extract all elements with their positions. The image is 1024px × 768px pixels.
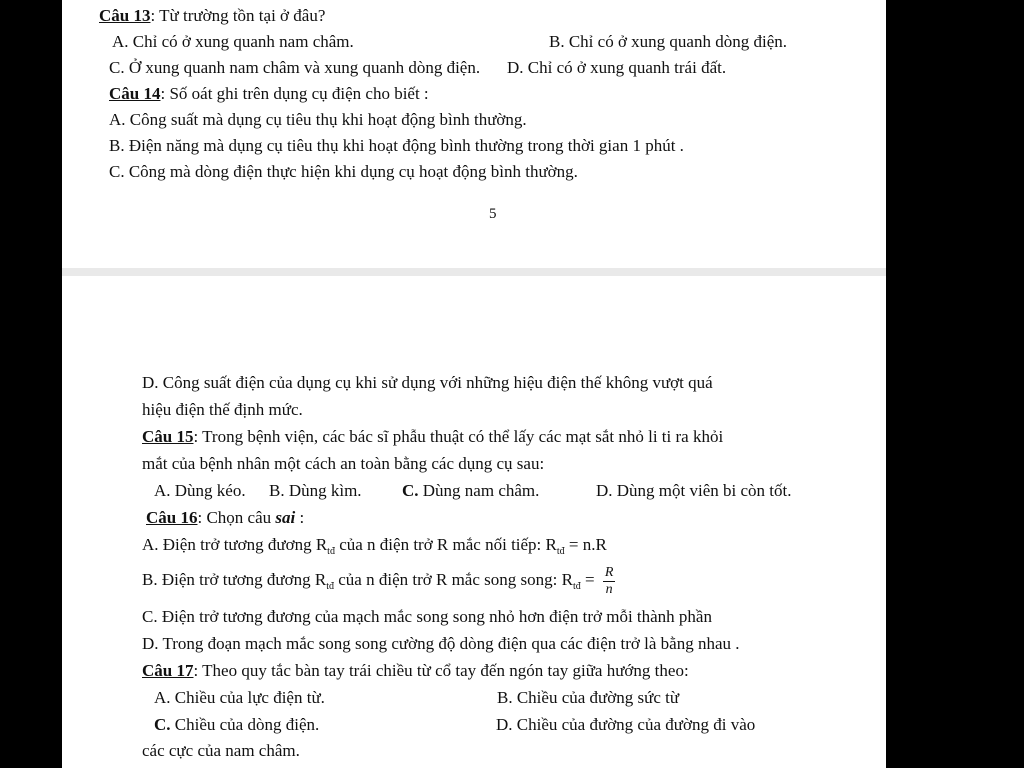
question-17 bbox=[142, 661, 689, 681]
q17-option-c-letter: C. bbox=[154, 715, 171, 734]
question-16-emphasis: sai bbox=[275, 508, 296, 527]
q17-option-b: B. Chiều của đường sức từ bbox=[497, 688, 680, 707]
q17-option-d-cont: các cực của nam châm. bbox=[142, 741, 300, 760]
q15-option-b: B. Dùng kìm. bbox=[269, 481, 362, 500]
question-17-text: : Theo quy tắc bàn tay trái chiều từ cổ tay đến ngón tay giữa hướng theo: bbox=[193, 661, 689, 680]
q16-option-b bbox=[142, 560, 615, 600]
q16-b-pre: B. Điện trở tương đương R bbox=[142, 570, 327, 589]
q13-option-a: A. Chỉ có ở xung quanh nam châm. bbox=[112, 32, 354, 51]
q17-option-d: D. Chiều của đường của đường đi vào bbox=[496, 715, 756, 734]
q15-option-c-text: Dùng nam châm. bbox=[418, 481, 540, 500]
q16-option-a bbox=[142, 535, 607, 562]
q16-a-pre: A. Điện trở tương đương R bbox=[142, 535, 328, 554]
q16-a-end: = n.R bbox=[564, 535, 607, 554]
q15-option-c-letter: C. bbox=[402, 481, 419, 500]
question-15-line1 bbox=[142, 427, 723, 447]
question-14-label: Câu 14 bbox=[109, 84, 161, 103]
q15-option-c bbox=[402, 481, 539, 501]
q16-b-mid: của n điện trở R mắc song song: R bbox=[334, 570, 573, 589]
question-16-label: Câu 16 bbox=[146, 508, 198, 527]
q14-option-d-line1: D. Công suất điện của dụng cụ khi sử dụng với những hiệu điện thế không vượt quá bbox=[142, 373, 713, 392]
question-16-text: : Chọn câu bbox=[197, 508, 276, 527]
question-16 bbox=[146, 508, 304, 528]
q16-b-sub: tđ bbox=[326, 581, 335, 592]
q16-b-sub2: tđ bbox=[572, 581, 581, 592]
q14-option-d-line2: hiệu điện thế định mức. bbox=[142, 400, 303, 419]
question-13-label: Câu 13 bbox=[99, 6, 151, 25]
q15-option-a: A. Dùng kéo. bbox=[154, 481, 246, 500]
page-number: 5 bbox=[489, 206, 497, 222]
q16-a-sub2: tđ bbox=[556, 546, 565, 557]
q14-option-c: C. Công mà dòng điện thực hiện khi dụng cụ hoạt động bình thường. bbox=[109, 162, 578, 181]
q16-b-eq: = bbox=[580, 570, 599, 589]
q16-option-d: D. Trong đoạn mạch mắc song song cường độ dòng điện qua các điện trở là bằng nhau . bbox=[142, 634, 740, 653]
question-13-text: : Từ trường tồn tại ở đâu? bbox=[150, 6, 326, 25]
q17-option-c bbox=[154, 715, 319, 735]
fraction-numerator: R bbox=[604, 564, 614, 580]
q15-option-d: D. Dùng một viên bi còn tốt. bbox=[596, 481, 792, 500]
q13-option-d: D. Chỉ có ở xung quanh trái đất. bbox=[507, 58, 727, 77]
q14-option-a: A. Công suất mà dụng cụ tiêu thụ khi hoạt động bình thường. bbox=[109, 110, 527, 129]
question-17-label: Câu 17 bbox=[142, 661, 194, 680]
q13-option-c: C. Ở xung quanh nam châm và xung quanh dòng điện. bbox=[109, 58, 481, 77]
q17-option-a: A. Chiều của lực điện từ. bbox=[154, 688, 325, 707]
q14-option-b: B. Điện năng mà dụng cụ tiêu thụ khi hoạt động bình thường trong thời gian 1 phút . bbox=[109, 136, 684, 155]
q16-b-fraction bbox=[603, 565, 616, 598]
question-16-text-end: : bbox=[295, 508, 305, 527]
document-page-1 bbox=[62, 0, 886, 268]
document-page-2 bbox=[62, 276, 886, 768]
q16-option-c: C. Điện trở tương đương của mạch mắc song song nhỏ hơn điện trở mỗi thành phần bbox=[142, 607, 712, 626]
question-14-text: : Số oát ghi trên dụng cụ điện cho biết : bbox=[160, 84, 429, 103]
question-15-text: : Trong bệnh viện, các bác sĩ phẫu thuật có thể lấy các mạt sắt nhỏ li ti ra khỏi bbox=[193, 427, 724, 446]
question-14 bbox=[109, 84, 429, 104]
page-separator bbox=[62, 268, 886, 276]
question-13 bbox=[99, 6, 325, 26]
fraction-denominator: n bbox=[605, 581, 613, 597]
q16-a-mid: của n điện trở R mắc nối tiếp: R bbox=[334, 535, 557, 554]
q16-a-sub: tđ bbox=[327, 546, 335, 557]
question-15-line2: mắt của bệnh nhân một cách an toàn bằng các dụng cụ sau: bbox=[142, 454, 545, 473]
q13-option-b: B. Chỉ có ở xung quanh dòng điện. bbox=[549, 32, 787, 51]
question-15-label: Câu 15 bbox=[142, 427, 194, 446]
q17-option-c-text: Chiều của dòng điện. bbox=[170, 715, 320, 734]
